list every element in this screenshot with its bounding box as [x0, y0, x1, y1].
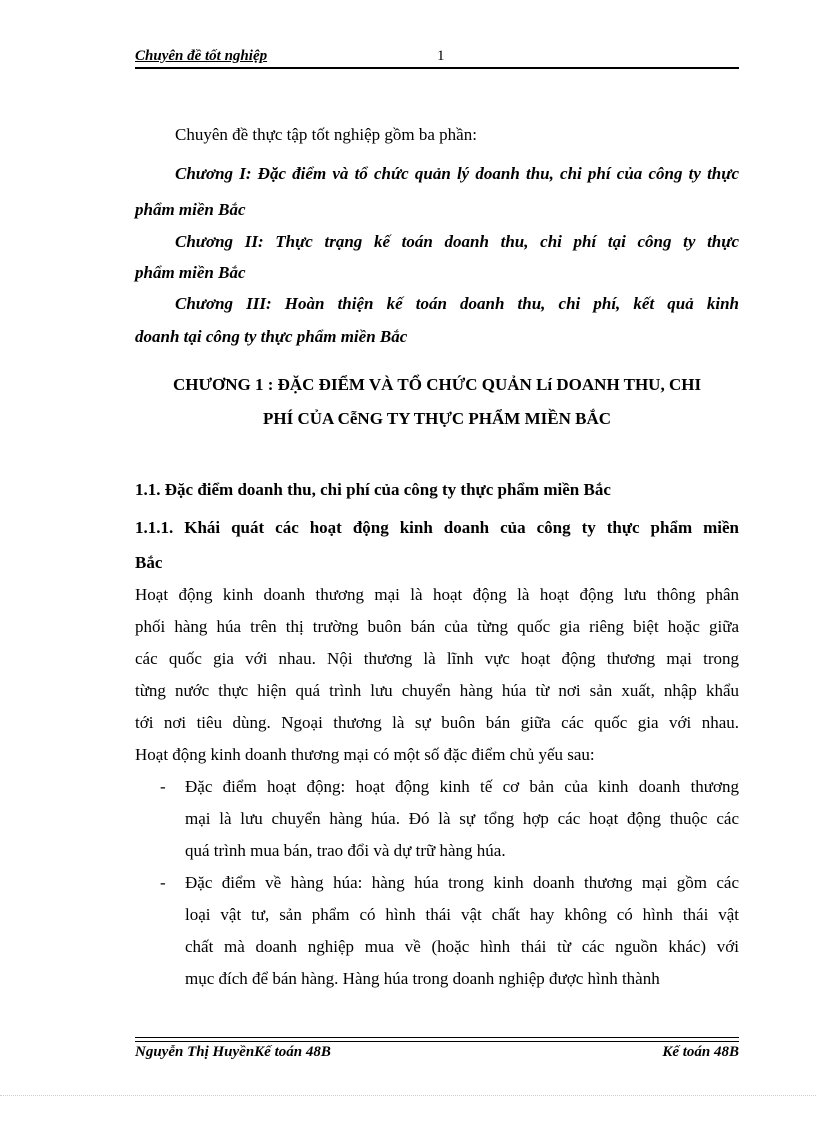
chapter-title-line-2: PHÍ CỦA CễNG TY THỰC PHẨM MIỀN BẮC	[262, 409, 612, 428]
bullet-1-line: mại là lưu chuyển hàng húa. Đó là sự tổng hợp các hoạt động thuộc các	[185, 809, 739, 828]
bullet-dash: -	[160, 777, 166, 796]
page-number: 1	[437, 48, 445, 64]
bullet-dash: -	[160, 873, 166, 892]
footer-rule	[135, 1037, 739, 1038]
paragraph-line: Hoạt động kinh doanh thương mại có một số đặc điểm chủ yếu sau:	[135, 745, 595, 764]
header-title: Chuyên đề tốt nghiệp	[135, 48, 268, 64]
bullet-2-line: mục đích để bán hàng. Hàng húa trong doanh nghiệp được hình thành	[185, 969, 660, 988]
chapter-1-summary-line-1: Chương I: Đặc điểm và tổ chức quản lý doanh thu, chi phí của công ty thực	[175, 164, 739, 183]
chapter-3-summary-line-2: doanh tại công ty thực phẩm miền Bắc	[135, 327, 408, 346]
bullet-1-line: quá trình mua bán, trao đổi và dự trữ hàng húa.	[185, 841, 506, 860]
bullet-2-line: chất mà doanh nghiệp mua về (hoặc hình thái từ các nguồn khác) với	[185, 937, 739, 956]
chapter-title-line-1: CHƯƠNG 1 : ĐẶC ĐIỂM VÀ TỔ CHỨC QUẢN Lí DOANH THU, CHI	[172, 375, 702, 394]
footer-class: Kế toán 48B	[662, 1044, 739, 1060]
chapter-3-summary-line-1: Chương III: Hoàn thiện kế toán doanh thu, chi phí, kết quả kinh	[175, 294, 739, 313]
chapter-1-summary-line-2: phẩm miền Bắc	[135, 200, 246, 219]
header-rule	[135, 67, 739, 69]
bullet-2-line: loại vật tư, sản phẩm có hình thái vật chất hay không có hình thái vật	[185, 905, 739, 924]
paragraph-line: Hoạt động kinh doanh thương mại là hoạt động là hoạt động lưu thông phân	[135, 585, 739, 604]
section-heading-1-1-1-line-2: Bắc	[135, 553, 163, 572]
chapter-2-summary-line-1: Chương II: Thực trạng kế toán doanh thu, chi phí tại công ty thực	[175, 232, 739, 251]
bullet-2-line: Đặc điểm về hàng húa: hàng húa trong kinh doanh thương mại gồm các	[185, 873, 739, 892]
paragraph-line: phối hàng húa trên thị trường buôn bán của từng quốc gia riêng biệt hoặc giữa	[135, 617, 739, 636]
bullet-1-line: Đặc điểm hoạt động: hoạt động kinh tế cơ bản của kinh doanh thương	[185, 777, 739, 796]
page-break-line	[0, 1095, 816, 1096]
section-heading-1-1-1-line-1: 1.1.1. Khái quát các hoạt động kinh doanh của công ty thực phẩm miền	[135, 518, 739, 537]
page-header	[135, 48, 739, 68]
footer-rule	[135, 1041, 739, 1042]
paragraph-line: các quốc gia với nhau. Nội thương là lĩnh vực hoạt động thương mại trong	[135, 649, 739, 668]
intro-lead: Chuyên đề thực tập tốt nghiệp gồm ba phần:	[175, 125, 477, 144]
footer-author: Nguyễn Thị HuyềnKế toán 48B	[135, 1044, 331, 1060]
chapter-2-summary-line-2: phẩm miền Bắc	[135, 263, 246, 282]
paragraph-line: từng nước thực hiện quá trình lưu chuyển hàng húa từ nơi sản xuất, nhập khẩu	[135, 681, 739, 700]
paragraph-line: tới nơi tiêu dùng. Ngoại thương là sự buôn bán giữa các quốc gia với nhau.	[135, 713, 739, 732]
section-heading-1-1: 1.1. Đặc điểm doanh thu, chi phí của công ty thực phẩm miền Bắc	[135, 480, 611, 499]
